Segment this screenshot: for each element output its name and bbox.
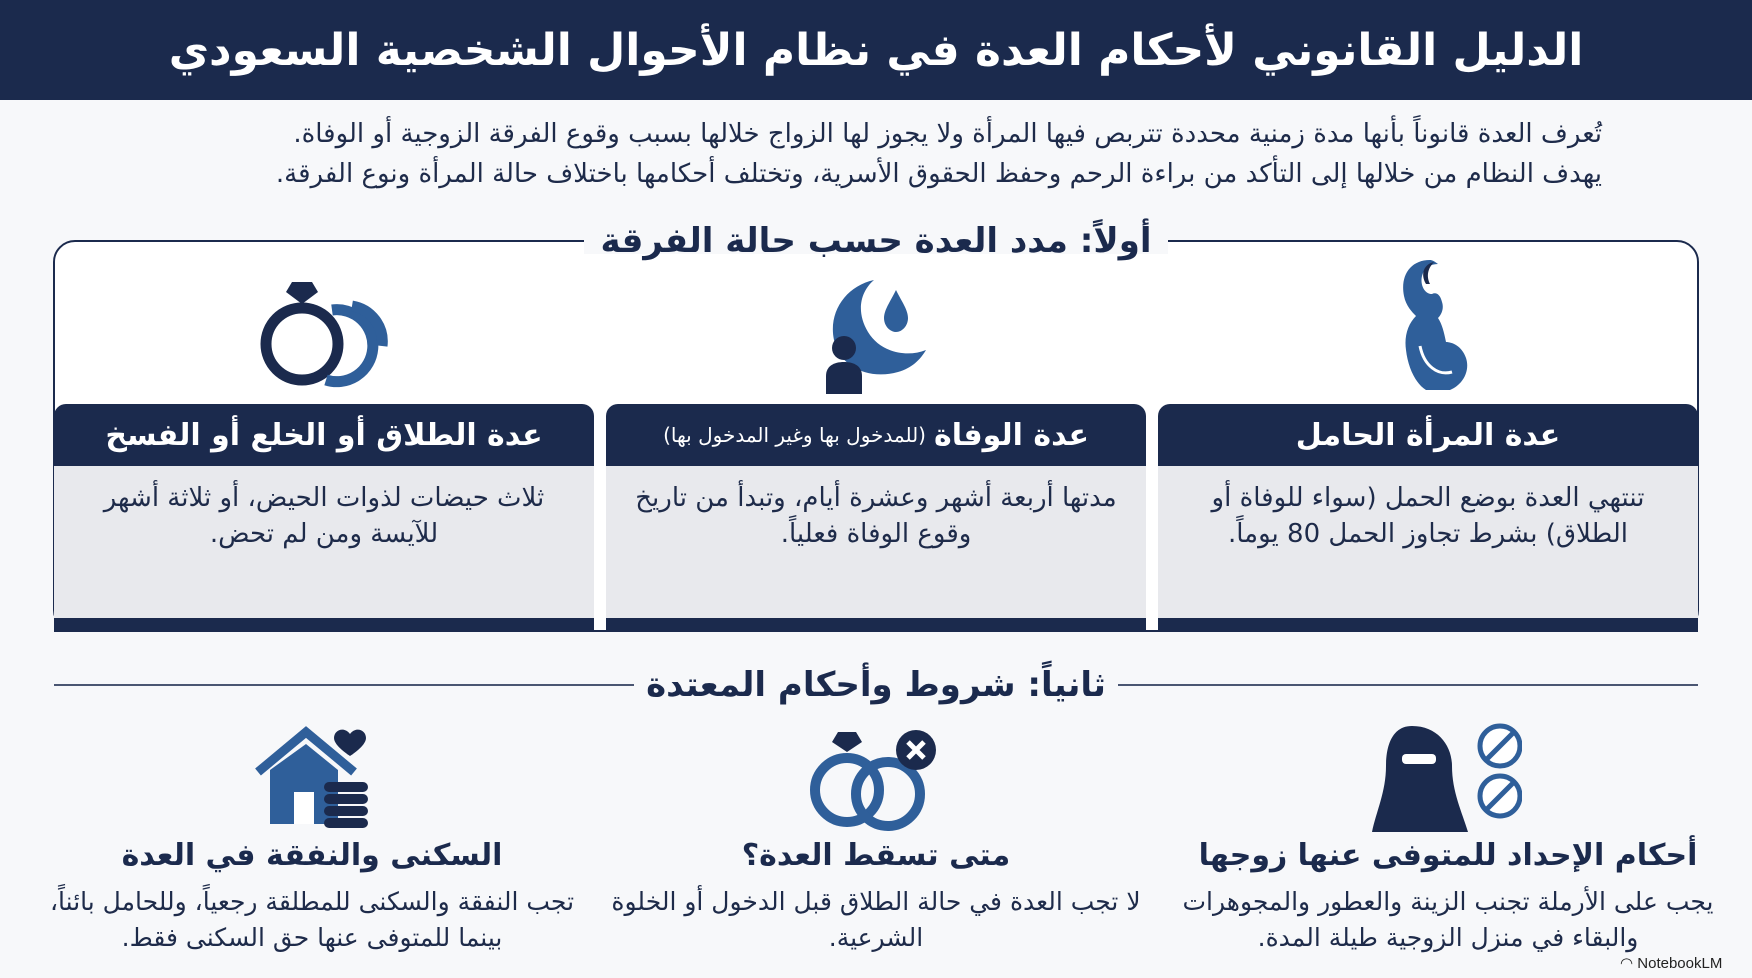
pregnant-woman-icon [1390,254,1476,394]
intro-text [140,114,1602,194]
card-foot-pregnant [1158,618,1698,632]
crescent-tear-person-icon [822,276,928,394]
iddah-drop-text: لا تجب العدة في حالة الطلاق قبل الدخول أو الخلوة الشرعية. [611,887,1141,952]
card-title-death: عدة الوفاة [933,417,1089,453]
intro-line-2: يهدف النظام من خلالها إلى التأكد من براءة الرحم وحفظ الحقوق الأسرية، وتختلف أحكامها باختلاف حالة المرأة ونوع الفرقة. [275,159,1602,189]
section-2-rule-left [54,684,634,686]
brand-label: NotebookLM [1637,955,1723,972]
card-head-death [606,404,1146,466]
intro-line-1: تُعرف العدة قانوناً بأنها مدة زمنية محددة تتربص فيها المرأة ولا يجوز لها الزواج خلالها بسبب وقوع الفرقة الزوجية أو الوفاة. [293,119,1602,149]
card-title-divorce: عدة الطلاق أو الخلع أو الفسخ [105,417,543,453]
iddah-drop-title: متى تسقط العدة؟ [741,838,1011,873]
housing-text: تجب النفقة والسكنى للمطلقة رجعياً، وللحامل بائناً، بينما للمتوفى عنها حق السكنى فقط. [49,887,575,952]
card-text-pregnant: تنتهي العدة بوضع الحمل (سواء للوفاة أو الطلاق) بشرط تجاوز الحمل 80 يوماً. [1158,466,1698,620]
card-text-divorce: ثلاث حيضات لذوات الحيض، أو ثلاثة أشهر للآيسة ومن لم تحض. [54,466,594,620]
veiled-woman-prohibited-icon [1372,722,1522,832]
housing-title: السكنى والنفقة في العدة [121,838,503,873]
card-subtitle-death: (للمدخول بها وغير المدخول بها) [663,423,926,447]
mourning-title: أحكام الإحداد للمتوفى عنها زوجها [1198,838,1698,873]
notebooklm-brand [1620,954,1722,972]
brand-logo-icon: ◠ [1620,955,1638,972]
card-head-divorce [54,404,594,466]
section-1-title: أولاً: مدد العدة حسب حالة الفرقة [600,221,1152,261]
rings-cancel-icon [810,728,940,832]
card-foot-death [606,618,1146,632]
broken-rings-icon [256,276,392,394]
card-head-pregnant [1158,404,1698,466]
card-title-pregnant: عدة المرأة الحامل [1295,417,1561,453]
section-2-rule-right [1118,684,1698,686]
header-bar [0,0,1752,100]
card-foot-divorce [54,618,594,632]
house-heart-coins-icon [254,726,374,830]
page-title: الدليل القانوني لأحكام العدة في نظام الأحوال الشخصية السعودي [168,24,1584,76]
card-text-death: مدتها أربعة أشهر وعشرة أيام، وتبدأ من تاريخ وقوع الوفاة فعلياً. [606,466,1146,620]
section-2-title: ثانياً: شروط وأحكام المعتدة [646,665,1106,705]
mourning-text: يجب على الأرملة تجنب الزينة والعطور والمجوهرات والبقاء في منزل الزوجية طيلة المدة. [1182,887,1714,952]
